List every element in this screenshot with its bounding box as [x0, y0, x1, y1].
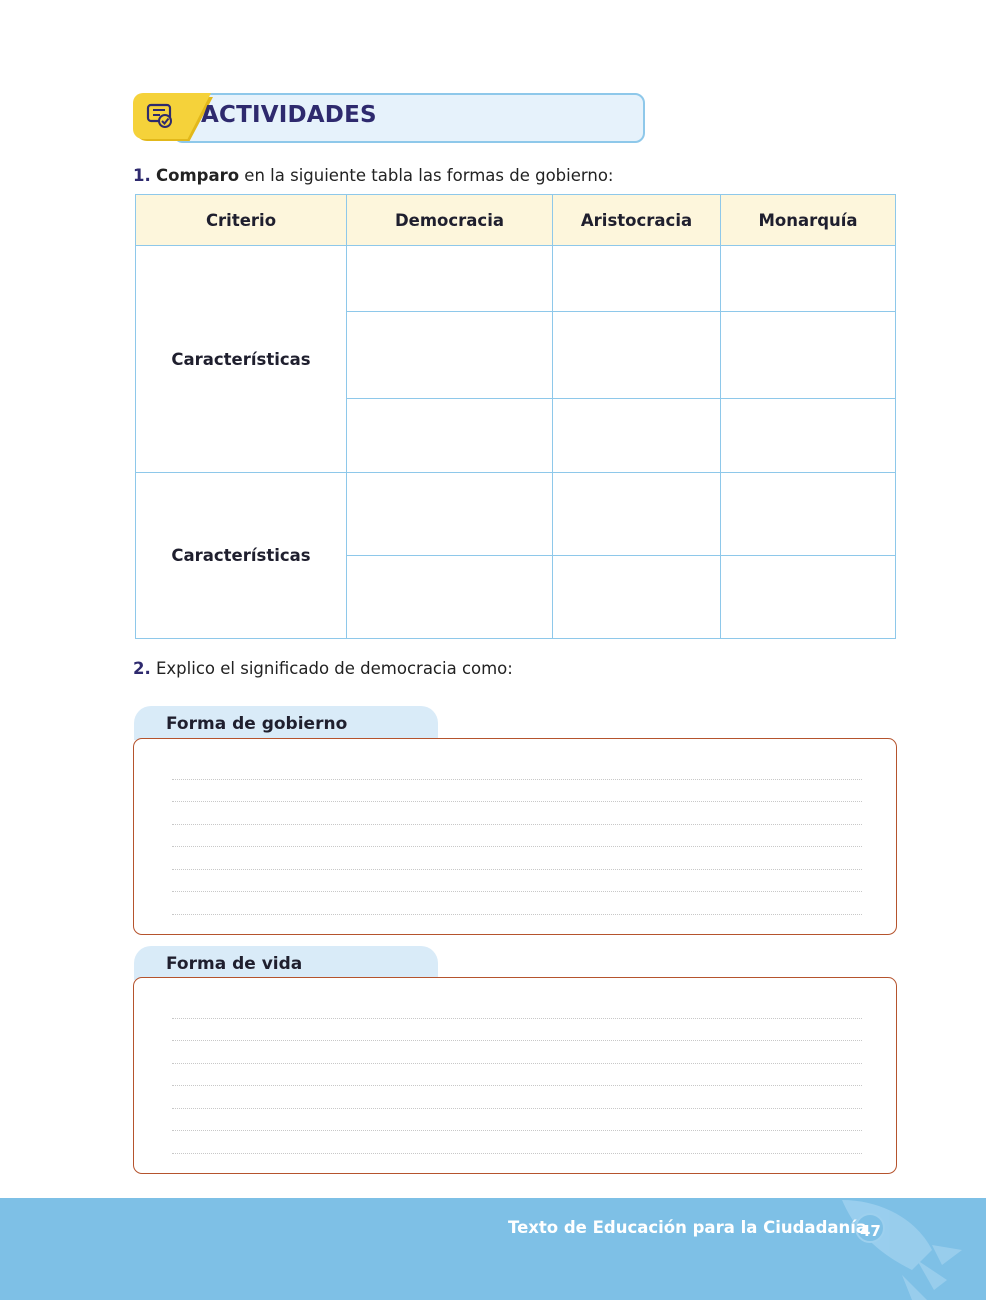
answer-cell[interactable] [347, 473, 553, 556]
answer-cell[interactable] [553, 312, 721, 399]
activities-banner [133, 93, 643, 143]
writing-line [172, 1108, 862, 1109]
activity-1-text: en la siguiente tabla las formas de gobierno: [239, 166, 614, 185]
table-header-row [136, 195, 896, 246]
header-democracia: Democracia [347, 195, 553, 246]
writing-line [172, 779, 862, 780]
answer-cell[interactable] [347, 399, 553, 473]
activity-1-instruction [133, 166, 613, 185]
activity-2-number: 2. [133, 659, 151, 678]
forma-de-vida-label [134, 946, 438, 980]
answer-cell[interactable] [553, 556, 721, 639]
answer-cell[interactable] [553, 399, 721, 473]
table-row [136, 473, 896, 556]
answer-cell[interactable] [347, 246, 553, 312]
page-footer [0, 1198, 986, 1300]
writing-line [172, 1085, 862, 1086]
writing-line [172, 824, 862, 825]
answer-cell[interactable] [721, 399, 896, 473]
writing-line [172, 1130, 862, 1131]
footer-book-title: Texto de Educación para la Ciudadanía [508, 1218, 868, 1237]
writing-line [172, 1040, 862, 1041]
activity-2-instruction [133, 659, 513, 678]
forma-de-gobierno-text: Forma de gobierno [166, 714, 348, 734]
forma-de-gobierno-label [134, 706, 438, 740]
writing-line [172, 914, 862, 915]
checklist-icon [145, 101, 175, 131]
answer-cell[interactable] [553, 246, 721, 312]
writing-line [172, 846, 862, 847]
answer-cell[interactable] [721, 246, 896, 312]
answer-cell[interactable] [553, 473, 721, 556]
writing-line [172, 891, 862, 892]
writing-line [172, 1018, 862, 1019]
activity-1-verb: Comparo [156, 166, 240, 185]
answer-cell[interactable] [347, 312, 553, 399]
activity-1-number: 1. [133, 166, 151, 185]
rocket-icon [822, 1198, 972, 1300]
header-monarquia: Monarquía [721, 195, 896, 246]
forma-de-gobierno-answer-box[interactable] [133, 738, 897, 935]
government-forms-table [135, 194, 896, 639]
forma-de-vida-text: Forma de vida [166, 954, 303, 974]
answer-cell[interactable] [721, 473, 896, 556]
writing-line [172, 1153, 862, 1154]
writing-line [172, 1063, 862, 1064]
row-label-caracteristicas-1: Características [136, 246, 347, 473]
answer-cell[interactable] [347, 556, 553, 639]
page-number: 47 [860, 1222, 881, 1240]
table-row [136, 246, 896, 312]
writing-line [172, 801, 862, 802]
row-label-caracteristicas-2: Características [136, 473, 347, 639]
answer-cell[interactable] [721, 312, 896, 399]
writing-line [172, 869, 862, 870]
forma-de-vida-answer-box[interactable] [133, 977, 897, 1174]
answer-cell[interactable] [721, 556, 896, 639]
page-title: ACTIVIDADES [201, 102, 377, 128]
activity-2-text: Explico el significado de democracia como: [150, 659, 513, 678]
header-criterio: Criterio [136, 195, 347, 246]
header-aristocracia: Aristocracia [553, 195, 721, 246]
